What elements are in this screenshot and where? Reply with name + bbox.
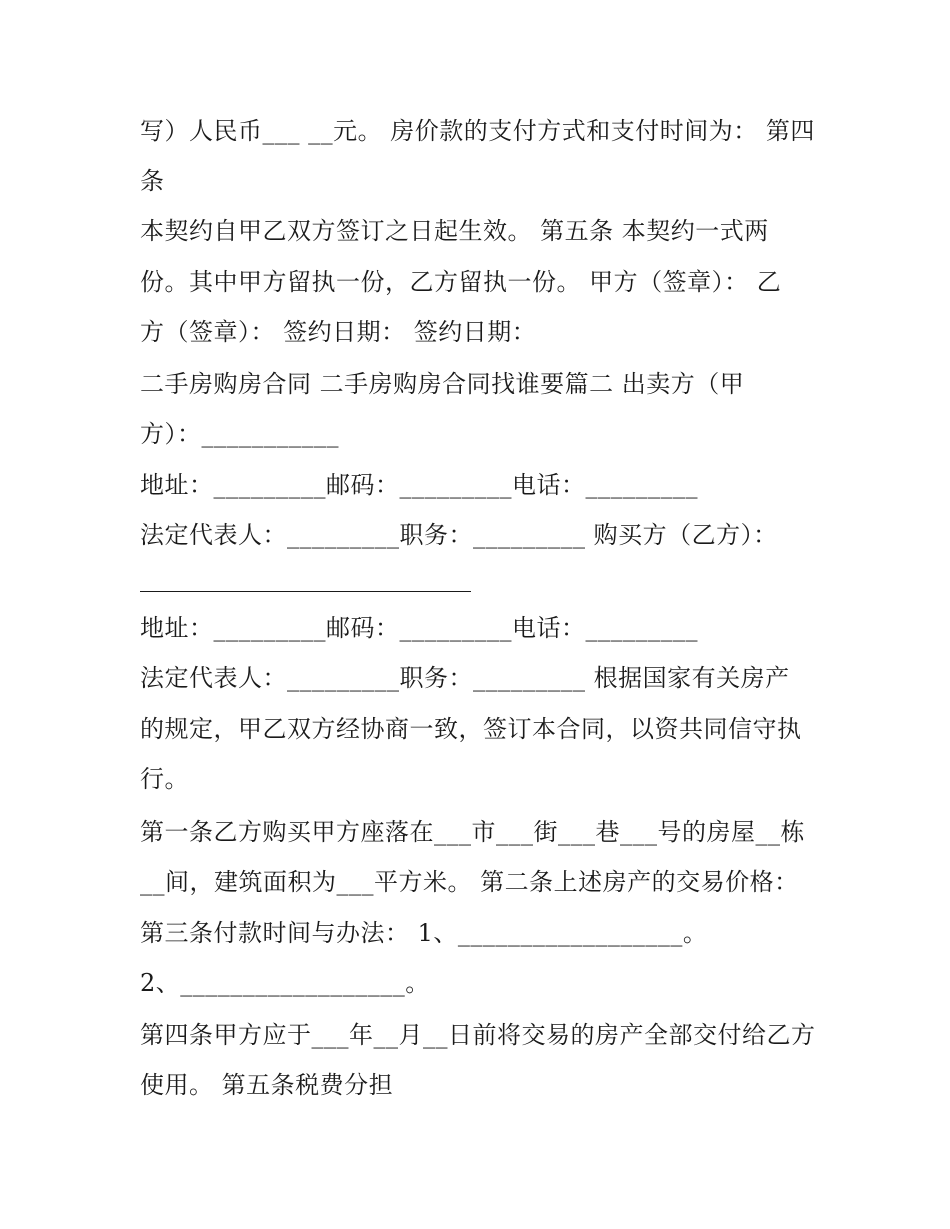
text-line: 份。其中甲方留执一份，乙方留执一份。 甲方（签章）： 乙 — [140, 268, 782, 296]
signature-blank-line — [140, 591, 471, 592]
text-line: 的规定，甲乙双方经协商一致，签订本合同，以资共同信守执 — [140, 715, 802, 743]
text-line: 写）人民币___ __元。 房价款的支付方式和支付时间为： 第四 — [140, 117, 815, 145]
text-line: 二手房购房合同 二手房购房合同找谁要篇二 出卖方（甲 — [140, 370, 745, 398]
text-line: 地址：_________邮码：_________电话：_________ — [140, 614, 698, 642]
text-line: 第一条乙方购买甲方座落在___市___街___巷___号的房屋__栋 — [140, 818, 805, 846]
text-line: 2、__________________。 — [140, 969, 430, 997]
text-line: 法定代表人：_________职务：_________ 根据国家有关房产 — [140, 664, 790, 692]
text-line: 条 — [140, 167, 165, 195]
text-line: 使用。 第五条税费分担 — [140, 1071, 394, 1099]
text-line: 方）：___________ — [140, 420, 339, 448]
text-line: 第三条付款时间与办法： 1、__________________。 — [140, 919, 708, 947]
text-line: 行。 — [140, 765, 189, 793]
text-line: 方（签章）： 签约日期： 签约日期： — [140, 318, 537, 346]
text-line: 地址：_________邮码：_________电话：_________ — [140, 471, 698, 499]
text-line: __间，建筑面积为___平方米。 第二条上述房产的交易价格： — [140, 868, 799, 896]
text-line: 法定代表人：_________职务：_________ 购买方（乙方）： — [140, 521, 778, 549]
text-line: 本契约自甲乙双方签订之日起生效。 第五条 本契约一式两 — [140, 217, 769, 245]
text-line: 第四条甲方应于___年__月__日前将交易的房产全部交付给乙方 — [140, 1021, 816, 1049]
